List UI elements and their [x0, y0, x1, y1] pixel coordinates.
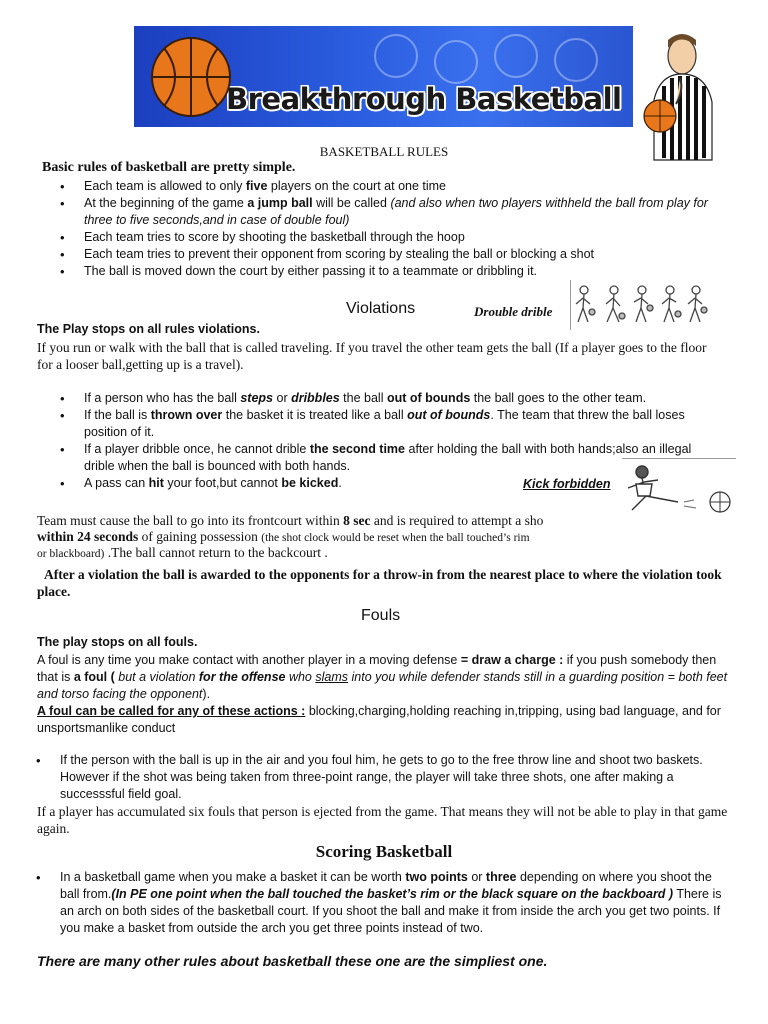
kick-forbidden-label: Kick forbidden: [523, 477, 611, 491]
list-item: • The ball is moved down the court by either passing it to a teammate or dribbling it.: [38, 263, 728, 280]
fouls-list: [14, 752, 714, 803]
six-fouls-text: If a player has accumulated six fouls that person is ejected from the game. That means they will not be able to play in that game again.: [37, 804, 728, 836]
violations-heading: Violations: [346, 300, 416, 317]
divider: [570, 280, 571, 330]
fouls-heading: Fouls: [361, 607, 401, 624]
scoring-list: [14, 869, 726, 937]
list-item: • If the ball is thrown over the basket it is treated like a ball out of bounds. The team that threw the ball loses position of it.: [38, 407, 710, 441]
list-item: • Each team tries to score by shooting the basketball through the hoop: [38, 229, 728, 246]
doc-title: BASKETBALL RULES: [319, 144, 449, 159]
banner-swirl: [554, 38, 598, 82]
banner-swirl: [434, 40, 478, 84]
list-item: • In a basketball game when you make a basket it can be worth two points or three depending on where you shoot the ball from.(In PE one point when the ball touched the basket’s rim or the black square on the backboard ) There is an arch on both sides of the basketball court. If you shoot the ball and make it from inside the arch you get two points. If you make a basket from outside the arch you get three points instead of two.: [14, 869, 726, 937]
banner-swirl: [494, 34, 538, 78]
list-item: • A pass can hit your foot,but cannot be kicked.: [38, 475, 710, 492]
list-item: • Each team is allowed to only five players on the court at one time: [38, 178, 728, 195]
double-dribble-label: Drouble drible: [474, 304, 553, 319]
basketball-logo-icon: [150, 36, 232, 118]
list-item: • Each team tries to prevent their opponent from scoring by stealing the ball or blocking a shot: [38, 246, 728, 263]
foul-actions: A foul can be called for any of these actions : blocking,charging,holding reaching in,tripping, using bad language, and for unsportsmanlike conduct: [37, 704, 721, 735]
backcourt-text: or blackboard) .The ball cannot return to the backcourt .: [37, 545, 328, 560]
dribbling-figures-icon: [574, 282, 710, 328]
banner-title: Breakthrough Basketball: [226, 82, 622, 116]
violations-stops: The Play stops on all rules violations.: [37, 322, 260, 336]
divider: [622, 458, 736, 459]
list-item: • If the person with the ball is up in the air and you foul him, he gets to go to the free throw line and shoot two baskets. However if the shot was being taken from three-point range, the player will take three shots, one after making a successsful field goal.: [14, 752, 714, 803]
scoring-heading: Scoring Basketball: [315, 842, 453, 861]
traveling-text: If you run or walk with the ball that is called traveling. If you travel the other team gets the ball (If a player goes to the floor for a looser ball,getting up is a travel).: [37, 340, 707, 372]
twentyfour-sec-text: within 24 seconds of gaining possession (the shot clock would be reset when the ball touched’s rim: [37, 529, 530, 544]
list-item: • At the beginning of the game a jump ball will be called (and also when two players withheld the ball from play for three to five seconds,and in case of double foul): [38, 195, 728, 229]
list-item: • If a player dribble once, he cannot drible the second time after holding the ball with both hands;also an illegal drible when the ball is bounced with both hands.: [38, 441, 710, 475]
foul-definition: A foul is any time you make contact with another player in a moving defense = draw a charge : if you push somebody then that is a foul ( but a violation for the offense who slams into you while defender stands still in a guarding position = both feet and torso facing the opponent).: [37, 653, 728, 701]
fouls-stops: The play stops on all fouls.: [37, 635, 198, 649]
throw-in-text: After a violation the ball is awarded to the opponents for a throw-in from the nearest place to where the violation took place.: [37, 567, 722, 599]
basic-rules-list: [38, 178, 728, 280]
kicking-player-icon: [618, 462, 736, 522]
list-item: • If a person who has the ball steps or dribbles the ball out of bounds the ball goes to the other team.: [38, 390, 710, 407]
eight-sec-text: Team must cause the ball to go into its frontcourt within 8 sec and is required to attempt a sho: [37, 513, 544, 528]
closing-text: There are many other rules about basketball these one are the simpliest one.: [37, 953, 548, 969]
banner-swirl: [374, 34, 418, 78]
intro-text: Basic rules of basketball are pretty simple.: [42, 160, 296, 175]
